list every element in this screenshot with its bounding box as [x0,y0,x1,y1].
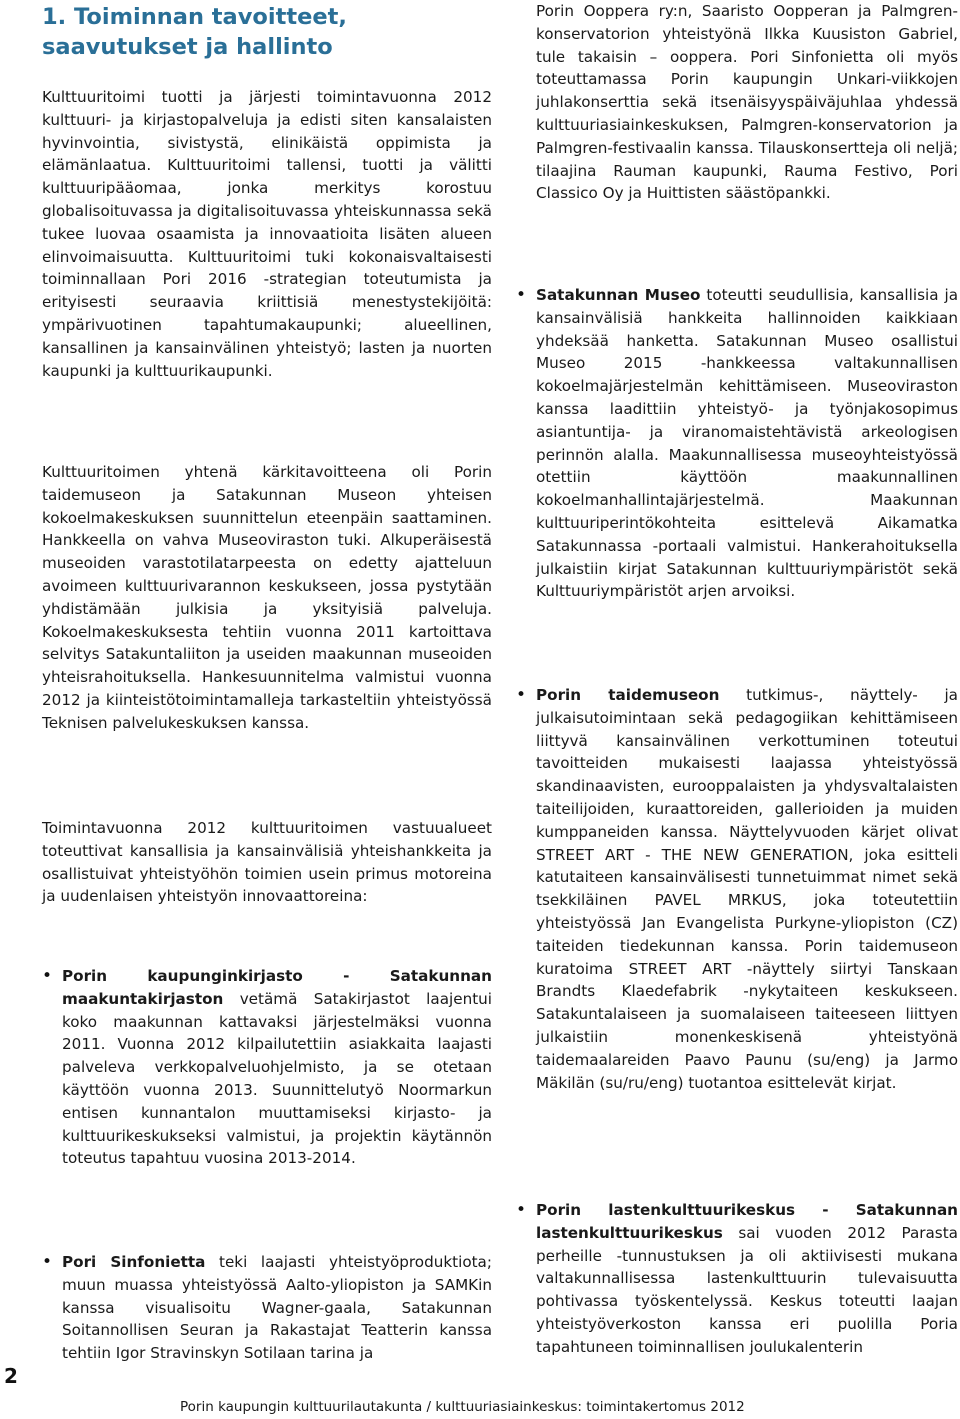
library-bullet [62,965,492,1170]
art-museum-bullet [536,684,958,1094]
children-culture-bullet [536,1199,958,1359]
page-footer: Porin kaupungin kulttuurilautakunta / kulttuuriasiainkeskus: toimintakertomus 2012 [180,1399,745,1415]
section-number: 1. [42,4,67,30]
sinfonietta-bullet [62,1251,492,1365]
list-item [516,684,958,1094]
section-heading [42,2,492,62]
list-item [516,1199,958,1359]
library-bullet-lead: Porin kaupunginkirjasto - Satakunnan maakuntakirjaston [62,967,492,1008]
right-bullet-list-2 [516,684,958,1094]
children-culture-bullet-text: sai vuoden 2012 Parasta perheille -tunnustuksen ja oli aktiivisesti mukana valtakunnallisessa lastenkulttuurin tulevaisuutta pohtivassa työskentelyssä. Keskus toteutti laajan yhteistyöverkoston kanssa eri puolilla Poria tapahtuneen toiminnallisen joulukalenterin [536,1223,958,1356]
right-bullet-list-3 [516,1199,958,1359]
left-bullet-list-2 [42,1251,492,1365]
collection-center-paragraph: Kulttuuritoimen yhtenä kärkitavoitteena oli Porin taidemuseon ja Satakunnan Museon yhteisen kokoelmakeskuksen suunnittelun eteenpäin saattaminen. Hankkeella on vahva Museoviraston tuki. Alkuperäisestä museoiden varastotilatarpeesta on edetty ajatteluun avoimeen kulttuurivarannon keskukseen, jossa pystytään yhdistämään julkisia ja yksityisiä palveluja. Kokoelmakeskuksesta tehtiin vuonna 2011 kartoittava selvitys Satakuntaliiton ja useiden maakunnan museoiden yhteisrahoituksella. Hankesuunnitelma valmistui vuonna 2012 ja kiinteistötoimintamalleja tarkasteltiin yhteistyössä Teknisen palvelukeskuksen kanssa. [42,463,492,732]
museum-bullet [536,284,958,603]
sinfonietta-bullet-lead: Pori Sinfonietta [62,1253,206,1271]
art-museum-bullet-lead: Porin taidemuseon [536,686,720,704]
museum-bullet-lead: Satakunnan Museo [536,286,701,304]
page-number: 2 [4,1364,18,1388]
cooperation-paragraph: Toimintavuonna 2012 kulttuuritoimen vastuualueet toteuttivat kansallisia ja kansainvälisiä yhteishankkeita ja osallistuivat yhteistyöhön toimien usein primus motoreina ja uudenlaisen yhteistyön innovaattoreina: [42,819,492,906]
left-bullet-list [42,965,492,1170]
art-museum-bullet-text: tutkimus-, näyttely- ja julkaisutoimintaan sekä pedagogiikan kehittämiseen liittyvä kansainvälinen verkottuminen toteutui tavoitteiden mukaisesti laajassa yhteistyössä skandinaavisten, eurooppalaisten ja yhdysvaltalaisten taiteilijoiden, kuraattoreiden, gallerioiden ja muiden kumppaneiden kanssa. Näyttelyvuoden kärjet olivat STREET ART - THE NEW GENERATION, joka esitteli katutaiteen kansainvälisesti tunnetuimmat nimet sekä tsekkiläinen PAVEL MRKUS, joka toteutettiin yhteistyössä Jan Evangelista Purkyne-yliopiston (CZ) taiteiden tiedekunnan kanssa. Porin taidemuseon kuratoima STREET ART -näyttely siirtyi Tanskaan Brandts Klaedefabrik -nykytaiteen keskukseen. Satakuntalaiseen ja suomalaiseen taiteeseen liittyen julkaistiin monenkeskisenä yhteistyönä taidemaalareiden Paavo Paunu (su/eng) ja Jarmo Mäkilän (su/ru/eng) tuotantoa esittelevät kirjat. [536,686,958,1092]
sinfonietta-bullet-text: teki laajasti yhteistyöproduktiota; muun muassa yhteistyössä Aalto-yliopiston ja SAMKin kanssa visualisoitu Wagner-gaala, Satakunnan Soitannollisen Seuran ja Rakastajat Teatterin kanssa tehtiin Igor Stravinskyn Sotilaan tarina ja [62,1253,492,1363]
list-item [42,965,492,1170]
museum-bullet-text: toteutti seudullisia, kansallisia ja kansainvälisiä hankkeita hallinnoiden kaikkiaan yhdeksää hanketta. Satakunnan Museo osallistui Museo 2015 -hankkeessa valtakunnallisen kokoelmajärjestelmän kehittämiseen. Museoviraston kanssa laadittiin yhteistyö- ja työnjakosopimus asiantuntija- ja viranomaistehtävistä arkeologisen perinnön alalla. Maakunnallisessa museoyhteistyössä otettiin käyttöön maakunnallinen kokoelmanhallintajärjestelmä. Maakunnan kulttuuriperintökohteita esittelevä Aikamatka Satakunnassa -portaali valmistui. Hankerahoituksella julkaistiin kirjat Satakunnan kulttuuriympäristöt sekä Kulttuuriympäristöt arjen arvoiksi. [536,286,959,601]
sinfonietta-continuation: Porin Ooppera ry:n, Saaristo Oopperan ja Palmgren-konservatorion yhteistyönä Ilkka Kuusiston Gabriel, tule takaisin – ooppera. Pori Sinfonietta oli myös toteuttamassa Porin kaupungin Unkari-viikkojen juhlakonserttia sekä itsenäisyyspäiväjuhlaa yhdessä kulttuuriasiainkeskuksen, Palmgren-konservatorion ja Palmgren-festivaalin kanssa. Tilauskonsertteja oli neljä; tilaajina Rauman kaupunki, Rauma Festivo, Pori Classico Oy ja Huittisten säästöpankki. [536,2,958,203]
intro-paragraph: Kulttuuritoimi tuotti ja järjesti toimintavuonna 2012 kulttuuri- ja kirjastopalveluja ja edisti siten kansalaisten hyvinvointia, sivistystä, elinikäistä oppimista ja elämänlaatua. Kulttuuritoimi tallensi, tuotti ja välitti kulttuuripääomaa, jonka merkitys korostuu globalisoituvassa ja digitalisoituvassa yhteiskunnassa sekä tukee luovaa osaamista ja innovaatioita lisäten alueen elinvoimaisuutta. Kulttuuritoimi tuki kokonaisvaltaisesti toiminnallaan Pori 2016 -strategian toteutumista ja erityisesti seuraavia kriittisiä menestystekijöitä: ympärivuotinen tapahtumakaupunki; alueellinen, kansallinen ja kansainvälinen yhteistyö; lasten ja nuorten kaupunki ja kulttuurikaupunki. [42,88,492,380]
list-item [516,284,958,603]
library-bullet-text: vetämä Satakirjastot laajentui koko maakunnan kattavaksi järjestelmäksi vuonna 2011. Vuonna 2012 kilpailutettiin asiakkaita laajasti palveleva verkkopalveluohjelmisto, ja se otetaan käyttöön vuonna 2013. Suunnittelutyö Noormarkun entisen kunnantalon muuttamiseksi kirjasto- ja kulttuurikeskukseksi valmistui, ja projektin käytännön toteutus tapahtuu vuosina 2013-2014. [62,989,492,1168]
children-culture-bullet-lead: Porin lastenkulttuurikeskus - Satakunnan lastenkulttuurikeskus [536,1201,958,1242]
right-bullet-list-1 [516,284,958,603]
section-title: Toiminnan tavoitteet, saavutukset ja hallinto [42,4,347,60]
list-item [42,1251,492,1365]
